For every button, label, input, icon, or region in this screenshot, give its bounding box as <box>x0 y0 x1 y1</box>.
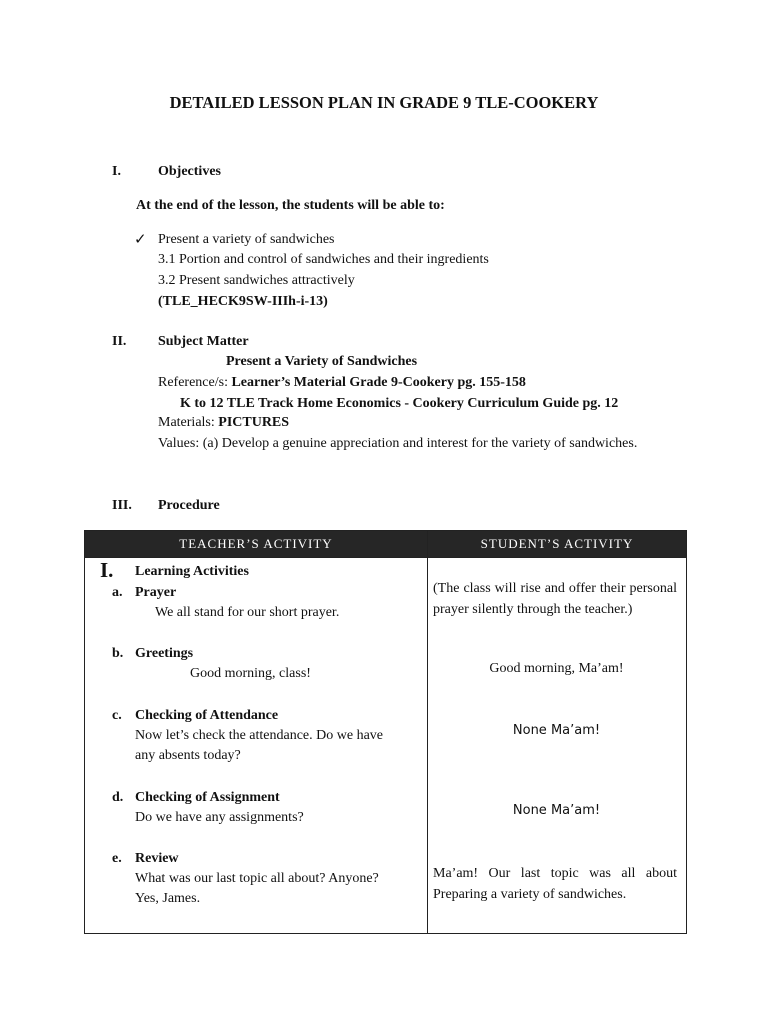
objective-item: Present a variety of sandwiches <box>158 232 335 247</box>
assignment-text: Do we have any assignments? <box>135 810 304 825</box>
student-attendance: None Ma’am! <box>512 723 601 738</box>
objective-item: 3.1 Portion and control of sandwiches and their ingredients <box>158 252 489 267</box>
subject-topic: Present a Variety of Sandwiches <box>226 354 418 369</box>
reference-line <box>158 375 526 391</box>
check-icon: ✓ <box>134 232 147 248</box>
teacher-activity-header: TEACHER’S ACTIVITY <box>85 531 428 558</box>
attendance-text: Now let’s check the attendance. Do we have <box>135 728 384 743</box>
objectives-heading: Objectives <box>158 164 221 179</box>
materials-line <box>158 415 289 431</box>
review-text: What was our last topic all about? Anyone? <box>135 871 379 886</box>
student-activity-cell <box>428 558 687 934</box>
procedure-heading: Procedure <box>158 498 220 513</box>
page-title: DETAILED LESSON PLAN IN GRADE 9 TLE-COOKERY <box>169 93 599 112</box>
attendance-text: any absents today? <box>135 748 241 763</box>
teacher-activity-cell <box>85 558 428 934</box>
subject-heading: Subject Matter <box>158 334 249 349</box>
review-letter: e. <box>112 851 122 866</box>
reference-label: Reference/s: <box>158 375 232 390</box>
prayer-letter: a. <box>112 585 123 600</box>
attendance-title: Checking of Attendance <box>135 708 279 723</box>
section-numeral: I. <box>100 558 114 582</box>
student-prayer: (The class will rise and offer their personal prayer silently through the teacher.) <box>433 581 677 617</box>
procedure-table <box>84 530 687 934</box>
objective-item: 3.2 Present sandwiches attractively <box>158 273 355 288</box>
student-greeting: Good morning, Ma’am! <box>489 661 624 676</box>
student-review: Ma’am! Our last topic was all about Preparing a variety of sandwiches. <box>433 866 677 902</box>
prayer-title: Prayer <box>135 585 177 600</box>
greetings-title: Greetings <box>135 646 194 661</box>
greetings-text: Good morning, class! <box>190 666 311 681</box>
student-assignment: None Ma’am! <box>512 803 601 818</box>
review-title: Review <box>135 851 179 866</box>
procedure-numeral: III. <box>112 498 132 513</box>
materials-value: PICTURES <box>218 415 290 430</box>
student-activity-header: STUDENT’S ACTIVITY <box>428 531 687 558</box>
greetings-letter: b. <box>112 646 124 661</box>
attendance-letter: c. <box>112 708 122 723</box>
curriculum-guide: K to 12 TLE Track Home Economics - Cookery Curriculum Guide pg. 12 <box>180 396 619 411</box>
reference-value: Learner’s Material Grade 9-Cookery pg. 155-158 <box>231 375 526 390</box>
objectives-intro: At the end of the lesson, the students will be able to: <box>136 198 445 213</box>
materials-label: Materials: <box>158 415 219 430</box>
objectives-numeral: I. <box>112 164 121 179</box>
subject-numeral: II. <box>112 334 127 349</box>
values-line: Values: (a) Develop a genuine appreciation and interest for the variety of sandwiches. <box>158 436 638 451</box>
prayer-text: We all stand for our short prayer. <box>155 605 340 620</box>
review-text: Yes, James. <box>135 891 201 906</box>
objective-code: (TLE_HECK9SW-IIIh-i-13) <box>158 294 328 309</box>
assignment-letter: d. <box>112 790 124 805</box>
section-title: Learning Activities <box>135 564 249 579</box>
assignment-title: Checking of Assignment <box>135 790 280 805</box>
